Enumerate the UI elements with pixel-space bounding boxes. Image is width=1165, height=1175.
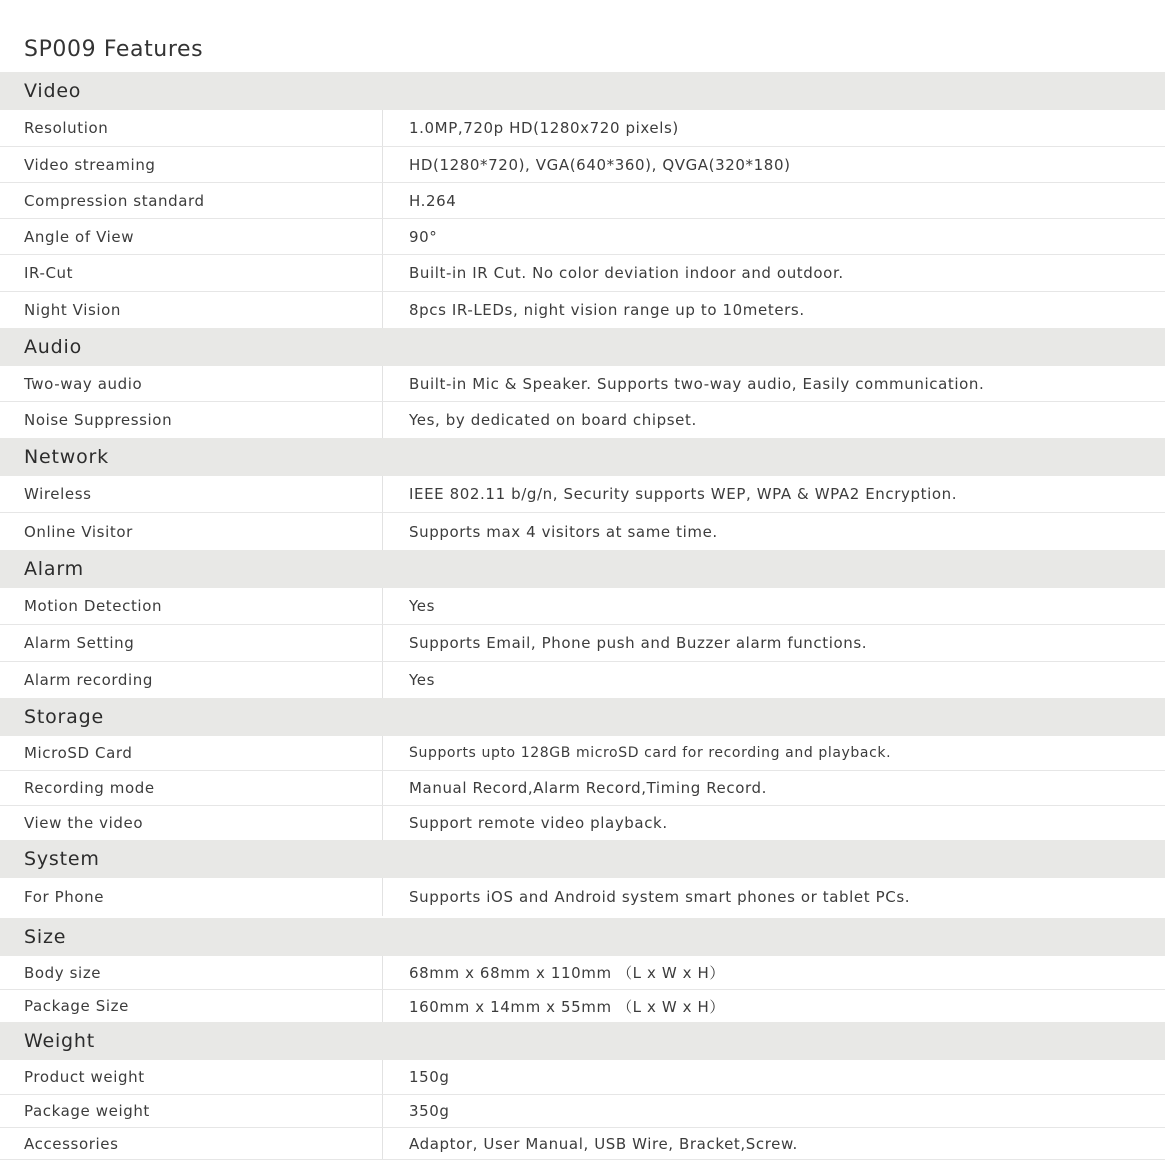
spec-label: Motion Detection (0, 588, 383, 624)
spec-row (0, 183, 1165, 219)
spec-value: Support remote video playback. (409, 814, 668, 832)
spec-label: Resolution (0, 110, 383, 146)
spec-row (0, 219, 1165, 255)
spec-label: Video streaming (0, 147, 383, 182)
spec-value: Supports max 4 visitors at same time. (409, 522, 718, 541)
spec-row (0, 366, 1165, 402)
section-header-network: Network (0, 438, 1165, 476)
spec-label: View the video (0, 806, 383, 840)
spec-value: 1.0MP,720p HD(1280x720 pixels) (409, 119, 679, 137)
spec-row (0, 110, 1165, 147)
spec-value: Supports Email, Phone push and Buzzer alarm functions. (409, 634, 868, 652)
spec-row (0, 1128, 1165, 1160)
spec-row (0, 292, 1165, 328)
page-title: SP009 Features (24, 37, 204, 62)
spec-row (0, 1060, 1165, 1095)
spec-label: Body size (0, 956, 383, 989)
spec-label: For Phone (0, 878, 383, 916)
spec-label: Accessories (0, 1128, 383, 1159)
spec-row (0, 662, 1165, 698)
spec-row (0, 990, 1165, 1022)
spec-label: Online Visitor (0, 513, 383, 550)
spec-row (0, 806, 1165, 840)
spec-row (0, 513, 1165, 550)
spec-value: 8pcs IR-LEDs, night vision range up to 10meters. (409, 301, 805, 319)
spec-label: MicroSD Card (0, 736, 383, 770)
spec-label: Package weight (0, 1095, 383, 1127)
spec-label: Night Vision (0, 292, 383, 328)
spec-value: Supports upto 128GB microSD card for recording and playback. (409, 745, 892, 761)
section-header-weight: Weight (0, 1022, 1165, 1060)
spec-value: 68mm x 68mm x 110mm （L x W x H） (409, 964, 725, 982)
spec-row (0, 771, 1165, 806)
spec-row (0, 147, 1165, 183)
spec-row (0, 625, 1165, 662)
spec-label: Package Size (0, 990, 383, 1022)
spec-value: Yes (409, 671, 436, 689)
spec-value: Built-in Mic & Speaker. Supports two-way audio, Easily communication. (409, 374, 985, 393)
spec-label: Angle of View (0, 219, 383, 254)
spec-row (0, 956, 1165, 990)
spec-value: 150g (409, 1068, 450, 1086)
spec-value: Adaptor, User Manual, USB Wire, Bracket,Screw. (409, 1134, 798, 1153)
spec-label: Wireless (0, 476, 383, 512)
spec-row (0, 878, 1165, 916)
spec-row (0, 588, 1165, 625)
spec-row (0, 476, 1165, 513)
spec-row (0, 736, 1165, 771)
spec-value: Supports iOS and Android system smart phones or tablet PCs. (409, 888, 911, 906)
spec-row (0, 1095, 1165, 1128)
spec-label: Noise Suppression (0, 402, 383, 438)
spec-label: Alarm Setting (0, 625, 383, 661)
spec-label: Alarm recording (0, 662, 383, 698)
spec-label: Product weight (0, 1060, 383, 1094)
spec-label: Compression standard (0, 183, 383, 218)
spec-value: Yes (409, 597, 436, 615)
spec-value: 350g (409, 1102, 450, 1120)
spec-label: Two-way audio (0, 366, 383, 401)
spec-value: Manual Record,Alarm Record,Timing Record. (409, 779, 768, 797)
spec-value: Built-in IR Cut. No color deviation indoor and outdoor. (409, 264, 844, 282)
spec-value: 160mm x 14mm x 55mm （L x W x H） (409, 997, 725, 1016)
section-header-alarm: Alarm (0, 550, 1165, 588)
spec-value: H.264 (409, 191, 457, 210)
spec-row (0, 255, 1165, 292)
spec-table (0, 72, 1165, 1160)
section-header-storage: Storage (0, 698, 1165, 736)
section-header-size: Size (0, 918, 1165, 956)
section-header-video: Video (0, 72, 1165, 110)
spec-value: 90° (409, 227, 438, 246)
spec-value: HD(1280*720), VGA(640*360), QVGA(320*180) (409, 155, 791, 174)
section-header-system: System (0, 840, 1165, 878)
spec-label: Recording mode (0, 771, 383, 805)
spec-value: IEEE 802.11 b/g/n, Security supports WEP, WPA & WPA2 Encryption. (409, 485, 958, 503)
spec-label: IR-Cut (0, 255, 383, 291)
section-header-audio: Audio (0, 328, 1165, 366)
spec-row (0, 402, 1165, 438)
spec-value: Yes, by dedicated on board chipset. (409, 411, 697, 429)
